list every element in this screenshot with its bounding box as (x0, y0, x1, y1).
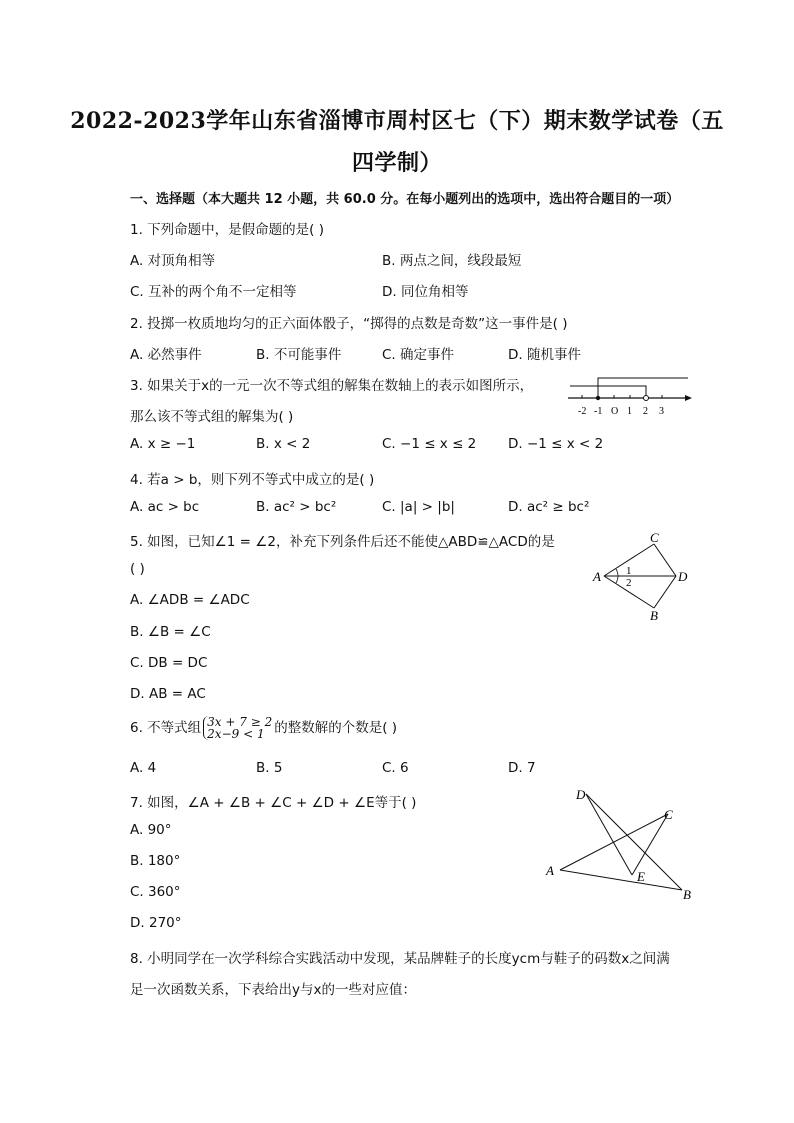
question-5-option-d: D. AB = AC (130, 686, 206, 702)
point-label-d: D (576, 787, 586, 802)
question-1-stem: 1. 下列命题中，是假命题的是( ) (130, 222, 324, 238)
question-3-stem-line1: 3. 如果关于x的一元一次不等式组的解集在数轴上的表示如图所示， (130, 378, 534, 394)
section-heading: 一、选择题（本大题共 12 小题，共 60.0 分。在每小题列出的选项中，选出符合题目的一项） (130, 192, 680, 207)
question-6-option-d: D. 7 (508, 760, 536, 776)
inequality-2: 2x−9 < 1 (207, 727, 265, 741)
exam-title-line2: 四学制） (351, 150, 442, 176)
point-label-a: A (546, 863, 554, 878)
question-2-option-b: B. 不可能事件 (256, 347, 342, 363)
tick-label-neg2: -2 (578, 406, 587, 417)
question-1-option-b: B. 两点之间，线段最短 (382, 253, 522, 269)
number-line-figure (568, 372, 694, 420)
question-5-option-b: B. ∠B = ∠C (130, 624, 211, 640)
question-3-option-b: B. x < 2 (256, 436, 311, 452)
question-6-option-b: B. 5 (256, 760, 283, 776)
inequality-system (203, 716, 272, 740)
point-label-b: B (650, 608, 658, 623)
angle-label-1: 1 (626, 565, 632, 577)
question-6-stem (130, 716, 397, 740)
question-6-option-a: A. 4 (130, 760, 157, 776)
exam-title-line1: 2022-2023学年山东省淄博市周村区七（下）期末数学试卷（五 (70, 108, 724, 134)
question-6-stem-suffix: 的整数解的个数是( ) (274, 720, 398, 736)
star-angles-figure (540, 782, 700, 904)
question-2-option-d: D. 随机事件 (508, 347, 581, 363)
question-2-stem: 2. 投掷一枚质地均匀的正六面体骰子，“掷得的点数是奇数”这一事件是( ) (130, 316, 568, 332)
question-3-stem-line2: 那么该不等式组的解集为( ) (130, 409, 294, 425)
question-4-option-b: B. ac² > bc² (256, 499, 337, 515)
tick-label-1: 1 (627, 406, 632, 417)
question-6-option-c: C. 6 (382, 760, 409, 776)
question-2-option-a: A. 必然事件 (130, 347, 202, 363)
point-label-d: D (678, 569, 688, 584)
question-4-option-a: A. ac > bc (130, 499, 200, 515)
tick-label-3: 3 (659, 406, 664, 417)
question-5-option-a: A. ∠ADB = ∠ADC (130, 592, 250, 608)
question-4-stem: 4. 若a > b，则下列不等式中成立的是( ) (130, 472, 375, 488)
question-4-option-d: D. ac² ≥ bc² (508, 499, 590, 515)
angle-label-2: 2 (626, 577, 632, 589)
question-3-option-c: C. −1 ≤ x ≤ 2 (382, 436, 477, 452)
question-7-option-d: D. 270° (130, 915, 182, 931)
question-3-option-d: D. −1 ≤ x < 2 (508, 436, 604, 452)
question-7-option-b: B. 180° (130, 853, 181, 869)
tick-label-2: 2 (643, 406, 648, 417)
point-label-e: E (637, 869, 645, 884)
question-1-option-c: C. 互补的两个角不一定相等 (130, 284, 297, 300)
question-6-stem-prefix: 6. 不等式组 (130, 720, 202, 736)
question-1-option-a: A. 对顶角相等 (130, 253, 216, 269)
question-7-option-a: A. 90° (130, 822, 172, 838)
point-label-c: C (664, 807, 673, 822)
question-2-option-c: C. 确定事件 (382, 347, 455, 363)
question-1-option-d: D. 同位角相等 (382, 284, 469, 300)
point-label-b: B (683, 887, 691, 902)
tick-label-origin: O (611, 406, 619, 417)
triangle-abd-acd-figure (590, 530, 700, 625)
question-5-stem-line2: ( ) (130, 561, 145, 577)
question-5-option-c: C. DB = DC (130, 655, 208, 671)
question-7-stem: 7. 如图，∠A + ∠B + ∠C + ∠D + ∠E等于( ) (130, 795, 417, 811)
tick-label-neg1: -1 (594, 406, 603, 417)
question-3-option-a: A. x ≥ −1 (130, 436, 196, 452)
question-8-stem-line1: 8. 小明同学在一次学科综合实践活动中发现，某品牌鞋子的长度ycm与鞋子的码数x之间满 (130, 951, 670, 967)
question-8-stem-line2: 足一次函数关系，下表给出y与x的一些对应值： (130, 982, 416, 998)
inequality-1: 3x + 7 ≥ 2 (207, 715, 273, 729)
point-label-c: C (650, 530, 659, 545)
question-4-option-c: C. |a| > |b| (382, 499, 455, 515)
question-5-stem-line1: 5. 如图，已知∠1 = ∠2，补充下列条件后还不能使△ABD≌△ACD的是 (130, 534, 555, 550)
point-label-a: A (593, 569, 601, 584)
question-7-option-c: C. 360° (130, 884, 181, 900)
